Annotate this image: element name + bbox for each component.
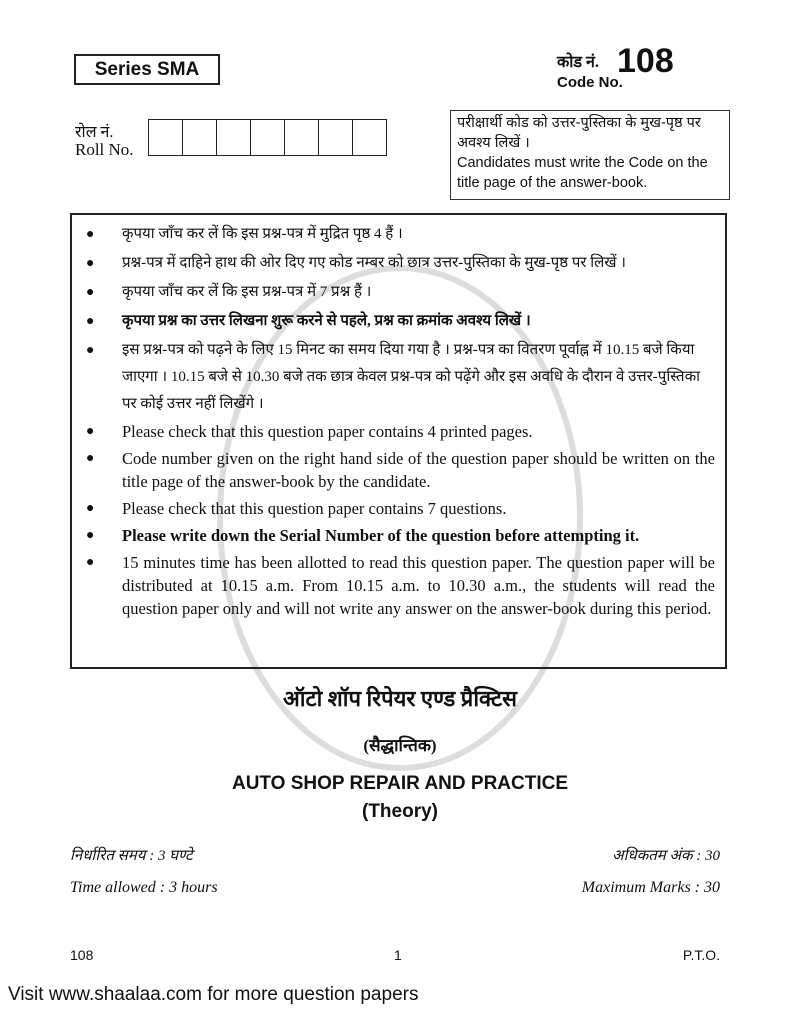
instruction-item: ● प्रश्न-पत्र में दाहिने हाथ की ओर दिए गए कोड नम्बर को छात्र उत्तर-पुस्तिका के मुख-पृष्ठ पर लिखें । [86, 250, 715, 277]
roll-number-boxes[interactable] [148, 119, 387, 156]
time-allowed-hindi: निर्धारित समय : 3 घण्टे [70, 848, 193, 864]
roll-digit-box[interactable] [217, 120, 251, 155]
footer-code: 108 [70, 947, 94, 963]
page-number: 1 [394, 947, 402, 963]
series-label: Series SMA [74, 54, 220, 85]
bullet-icon: ● [86, 285, 95, 300]
bullet-icon: ● [86, 314, 95, 329]
instruction-item: ● कृपया जाँच कर लें कि इस प्रश्न-पत्र में 7 प्रश्न हैं । [86, 279, 715, 306]
subtitle-hindi: (सैद्धान्तिक) [363, 736, 437, 755]
time-allowed-english: Time allowed : 3 hours [70, 879, 218, 896]
subtitle-english: (Theory) [362, 801, 438, 822]
title-english: AUTO SHOP REPAIR AND PRACTICE [231, 773, 569, 794]
code-label-hindi: कोड नं. [557, 54, 599, 71]
max-marks-english: Maximum Marks : 30 [581, 879, 720, 896]
code-label-english: Code No. [557, 74, 623, 91]
bullet-icon: ● [86, 501, 95, 516]
roll-digit-box[interactable] [285, 120, 319, 155]
instruction-item: ● 15 minutes time has been allotted to read this question paper. The question paper will be distributed at 10.15 a.m. From 10.15 a.m. to 10.30 a.m., the students will read the question paper only and will not write any answer on the answer-book during this period. [86, 553, 715, 618]
roll-digit-box[interactable] [353, 120, 386, 155]
instruction-item: ● कृपया जाँच कर लें कि इस प्रश्न-पत्र में मुद्रित पृष्ठ 4 हैं । [86, 221, 715, 248]
max-marks-hindi: अधिकतम अंक : 30 [612, 848, 720, 864]
roll-digit-box[interactable] [183, 120, 217, 155]
code-note-hindi: परीक्षार्थी कोड को उत्तर-पुस्तिका के मुख-पृष्ठ पर अवश्य लिखें । [457, 115, 701, 151]
bullet-icon: ● [86, 555, 95, 570]
pto-label: P.T.O. [682, 947, 720, 963]
code-note-english: Candidates must write the Code on the title page of the answer-book. [457, 155, 708, 191]
roll-label-hindi: रोल नं. [75, 124, 114, 141]
title-hindi: ऑटो शॉप रिपेयर एण्ड प्रैक्टिस [283, 686, 517, 711]
instruction-item: ● Code number given on the right hand side of the question paper should be written on the title page of the answer-book by the candidate. [86, 449, 715, 491]
bullet-icon: ● [86, 227, 95, 242]
roll-label-english: Roll No. [75, 140, 134, 159]
instruction-item: ● Please check that this question paper contains 4 printed pages. [86, 422, 533, 441]
code-number: 108 [617, 42, 674, 80]
bullet-icon: ● [86, 451, 95, 466]
instructions-box [70, 213, 727, 669]
bullet-icon: ● [86, 528, 95, 543]
roll-digit-box[interactable] [251, 120, 285, 155]
bullet-icon: ● [86, 424, 95, 439]
instruction-item: ● कृपया प्रश्न का उत्तर लिखना शुरू करने से पहले, प्रश्न का क्रमांक अवश्य लिखें । [86, 308, 715, 335]
visit-link[interactable]: Visit www.shaalaa.com for more question papers [8, 984, 419, 1005]
roll-digit-box[interactable] [149, 120, 183, 155]
instruction-item: ● Please write down the Serial Number of the question before attempting it. [86, 526, 640, 545]
bullet-icon: ● [86, 343, 95, 358]
bullet-icon: ● [86, 256, 95, 271]
roll-digit-box[interactable] [319, 120, 353, 155]
instruction-item: ● इस प्रश्न-पत्र को पढ़ने के लिए 15 मिनट का समय दिया गया है । प्रश्न-पत्र का वितरण पूर्वाह्न में 10.15 बजे किया जाएगा । 10.15 बजे से 10.30 बजे तक छात्र केवल प्रश्न-पत्र को पढ़ेंगे और इस अवधि के दौरान वे उत्तर-पुस्तिका पर कोई उत्तर नहीं लिखेंगे । [86, 337, 715, 418]
code-note-box [450, 110, 730, 200]
instruction-item: ● Please check that this question paper contains 7 questions. [86, 499, 507, 518]
